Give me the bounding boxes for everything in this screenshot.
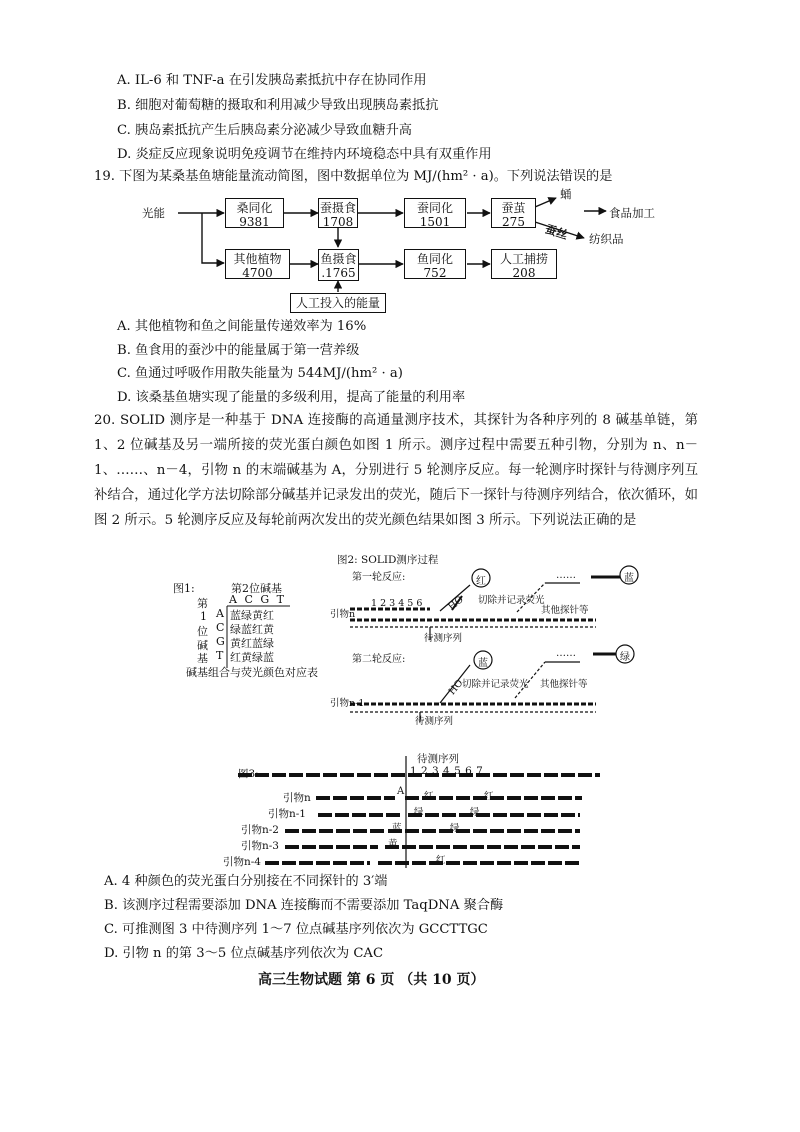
fig2-other-probes-2: 其他探针等 (540, 679, 588, 690)
cocoon-box: 蚕茧 275 (491, 198, 536, 228)
fig2-color-red: 红 (476, 576, 486, 587)
q20-stem: 20. SOLID 测序是一种基于 DNA 连接酶的高通量测序技术，其探针为各种序列的 8 碱基单链，第 1、2 位碱基及另一端所接的荧光蛋白颜色如图 1 所示。测序过程中需要五种引物，分别为 n、n－1、……、n－4，引物 n 的末端碱基为 A，分别进行 5 轮测序反应。每一轮测序时探针与待测序列互补结合，通过化学方法切除部分碱基并记录发出的荧光，随后下一探针与待测序列结合，依次循环，如图 2 所示。5 轮测序反应及每轮前两次发出的荧光颜色结果如图 3 所示。下列说法正确的是 (94, 413, 698, 528)
fish-feed-box: 鱼摄食 .1765 (318, 249, 359, 281)
fig1-row-colors-a: 蓝绿黄红 (230, 609, 274, 622)
fig3-a-label: A (397, 786, 405, 797)
fig1-row-header-2: 位 (197, 625, 208, 638)
fig3-title: 图3: (238, 768, 259, 780)
silk-label: 蚕丝 (543, 221, 570, 243)
fig2-primer-n1: 引物n-1 (330, 698, 365, 709)
fig3-positions: 1 2 3 4 5 6 7 (410, 765, 483, 777)
fig2-color-blue-2: 蓝 (478, 658, 488, 669)
q20-option-b: B. 该测序过程需要添加 DNA 连接酶而不需要添加 TaqDNA 聚合酶 (104, 898, 504, 913)
fig1-row-base-c: C (216, 621, 225, 634)
fig3-color-n4-1: 红 (436, 855, 446, 866)
q18-option-d: D. 炎症反应现象说明免疫调节在维持内环境稳态中具有双重作用 (117, 147, 492, 162)
q20-option-a: A. 4 种颜色的荧光蛋白分别接在不同探针的 3′端 (104, 874, 388, 889)
fig2-primer-n: 引物n (330, 609, 356, 620)
mulberry-box: 桑同化 9381 (225, 198, 284, 228)
fig2-template-1: 待测序列 (424, 633, 463, 644)
q20-option-d: D. 引物 n 的第 3～5 位点碱基序列依次为 CAC (104, 946, 384, 961)
fig2-dots-1: …… (556, 570, 576, 581)
fig3-color-n-2: 红 (484, 791, 494, 802)
fig1-row-base-a: A (216, 607, 224, 620)
page-footer: 高三生物试题 第 6 页 （共 10 页） (258, 972, 485, 988)
q18-option-b: B. 细胞对葡萄糖的摄取和利用减少导致出现胰岛素抵抗 (117, 98, 439, 113)
fish-assim-box: 鱼同化 752 (404, 249, 466, 279)
q19-option-d: D. 该桑基鱼塘实现了能量的多级利用，提高了能量的利用率 (117, 390, 466, 405)
fig1-col-header: 第2位碱基 (231, 582, 282, 595)
fig2-template-2: 待测序列 (415, 716, 454, 727)
silkworm-feed-box: 蚕摄食 1708 (318, 198, 358, 228)
human-input-box: 人工投入的能量 (290, 293, 386, 313)
fig2-color-green: 绿 (620, 652, 630, 663)
q19-option-b: B. 鱼食用的蚕沙中的能量属于第一营养级 (117, 343, 360, 358)
q20-option-c: C. 可推测图 3 中待测序列 1～7 位点碱基序列依次为 GCCTTGC (104, 922, 488, 937)
pupa-label: 蛹 (560, 187, 572, 201)
fig3-color-n1-2: 绿 (470, 807, 480, 818)
q18-option-a: A. IL-6 和 TNF-a 在引发胰岛素抵抗中存在协同作用 (117, 73, 427, 88)
fig1-row-header-3: 碱 (197, 639, 208, 652)
other-plants-box: 其他植物 4700 (225, 249, 290, 279)
fig2-positions: 1 2 3 4 5 6 (371, 598, 423, 609)
fig2-dots-2: …… (556, 648, 576, 659)
source-light: 光能 (142, 206, 165, 220)
food-processing-label: 食品加工 (609, 206, 655, 220)
fig1-row-colors-c: 绿蓝红黄 (230, 623, 274, 636)
silkworm-assim-box: 蚕同化 1501 (404, 198, 466, 228)
fig2-round2: 第二轮反应: (352, 654, 406, 665)
fig2-ho-1: HO (446, 594, 466, 613)
fig2-cut-record-1: 切除并记录荧光 (478, 595, 545, 606)
fig3-color-n2-2: 绿 (450, 823, 460, 834)
fig1-row-base-g: G (216, 635, 225, 648)
fig1-title: 图1: (173, 582, 195, 595)
q19-option-a: A. 其他植物和鱼之间能量传递效率为 16% (117, 319, 367, 334)
fig2-round1: 第一轮反应: (352, 572, 406, 583)
fig2-ho-2: HO (446, 677, 466, 698)
fig3-template: 待测序列 (417, 753, 459, 765)
fig1-caption: 碱基组合与荧光颜色对应表 (186, 666, 318, 679)
fig3-color-n3-1: 黄 (388, 839, 398, 850)
fig3-primer-n4: 引物n-4 (223, 856, 261, 868)
fig1-row-base-t: T (216, 649, 224, 662)
fig3-primer-n1: 引物n-1 (268, 808, 306, 820)
fig3-color-n2-1: 蓝 (392, 823, 402, 834)
fig1-row-colors-t: 红黄绿蓝 (230, 651, 274, 664)
fig1-row-header-1: 1 (200, 610, 207, 623)
fig3-primer-n2: 引物n-2 (241, 824, 279, 836)
fig1-row-header-4: 基 (197, 652, 208, 665)
q18-option-c: C. 胰岛素抵抗产生后胰岛素分泌减少导致血糖升高 (117, 123, 412, 138)
fig3-primer-n: 引物n (283, 792, 311, 804)
fig1-col-bases: A C G T (229, 593, 286, 606)
q19-stem: 19. 下图为某桑基鱼塘能量流动简图，图中数据单位为 MJ/(hm² · a)。下列说法错误的是 (94, 169, 613, 184)
fig1-row-header-0: 第 (197, 597, 208, 610)
fig2-other-probes-1: 其他探针等 (541, 605, 589, 616)
fig2-color-blue: 蓝 (624, 573, 634, 584)
fig3-color-n1-1: 绿 (414, 807, 424, 818)
fig1-row-colors-g: 黄红蓝绿 (230, 637, 274, 650)
textiles-label: 纺织品 (589, 232, 624, 246)
fig2-cut-record-2: 切除并记录荧光 (462, 679, 529, 690)
fig2-title: 图2: SOLID测序过程 (337, 554, 439, 566)
fig3-color-n-1: 红 (424, 791, 434, 802)
q19-option-c: C. 鱼通过呼吸作用散失能量为 544MJ/(hm² · a) (117, 366, 403, 381)
fig3-primer-n3: 引物n-3 (241, 840, 279, 852)
harvest-box: 人工捕捞 208 (491, 249, 557, 279)
